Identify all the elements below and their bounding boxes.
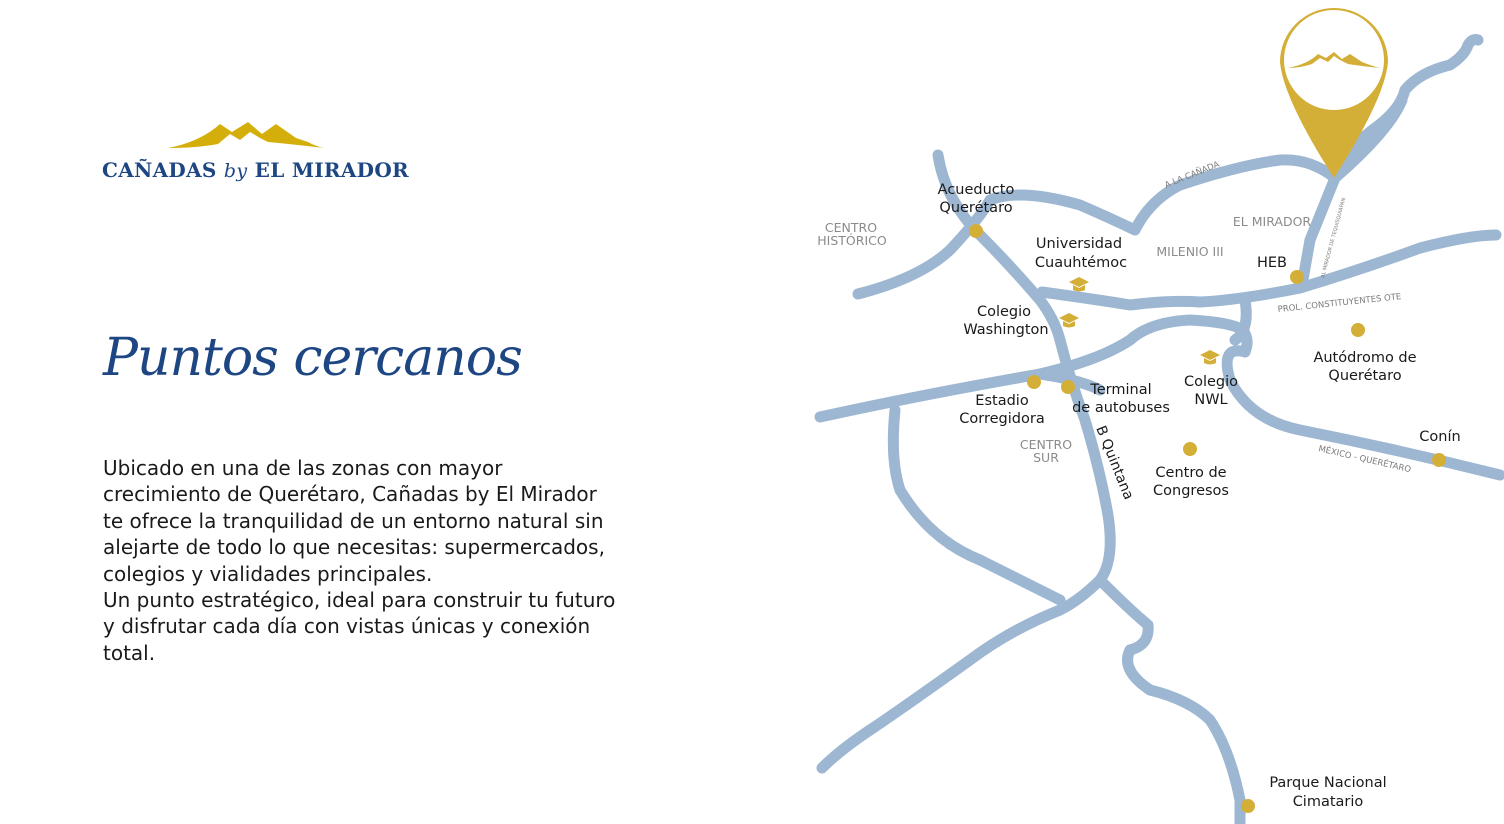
page-title: Puntos cercanos [103,328,522,388]
label-autodromo-1: Autódromo de [1313,350,1417,366]
label-heb: HEB [1256,255,1288,271]
street-al-mirador: AL MIRADOR DE TEQUISQUIAPAN [1320,197,1348,279]
street-mexico-queretaro: MÉXICO - QUERÉTARO [1317,444,1412,476]
street-a-la-canada: A LA CAÑADA [1163,159,1222,191]
label-cimatario-1: Parque Nacional [1269,775,1387,791]
marker-cimatario[interactable] [1241,799,1255,813]
marker-terminal[interactable] [1061,380,1075,394]
marker-conin[interactable] [1432,453,1446,467]
label-estadio-1: Estadio [975,393,1029,409]
zone-centro-sur-2: SUR [1033,450,1059,465]
zone-centro-historico-2: HISTÓRICO [817,233,887,248]
location-map [790,0,1504,824]
graduation-cap-icon[interactable] [1069,277,1089,292]
label-acueducto-2: Querétaro [939,200,1013,216]
location-pin-icon[interactable] [1280,8,1388,178]
label-universidad-2: Cuauhtémoc [1034,255,1128,271]
label-terminal-2: de autobuses [1072,400,1170,416]
label-conin: Conín [1419,429,1461,445]
street-quintana: B Quintana [1092,423,1137,503]
description [103,455,623,666]
label-universidad-1: Universidad [1035,236,1123,252]
label-washington-2: Washington [963,322,1049,338]
marker-heb[interactable] [1290,270,1304,284]
marker-congresos[interactable] [1183,442,1197,456]
label-terminal-1: Terminal [1090,382,1152,398]
label-cimatario-2: Cimatario [1292,794,1364,810]
label-nwl-1: Colegio [1183,374,1239,390]
label-congresos-2: Congresos [1153,483,1229,499]
label-acueducto-1: Acueducto [937,182,1015,198]
zone-el-mirador: EL MIRADOR [1232,214,1312,229]
label-autodromo-2: Querétaro [1328,368,1402,384]
marker-acueducto[interactable] [969,224,983,238]
zone-centro-historico-1: CENTRO [824,220,878,235]
zone-centro-sur-1: CENTRO [1019,437,1073,452]
marker-estadio[interactable] [1027,375,1041,389]
graduation-cap-icon[interactable] [1200,350,1220,365]
street-constituyentes: PROL. CONSTITUYENTES OTE [1277,292,1402,315]
label-congresos-1: Centro de [1155,465,1227,481]
zone-milenio: MILENIO III [1156,244,1224,259]
label-estadio-2: Corregidora [959,411,1045,427]
marker-autodromo[interactable] [1351,323,1365,337]
description-paragraph-1: Ubicado en una de las zonas con mayor crecimiento de Querétaro, Cañadas by El Mirador te ofrece la tranquilidad de un entorno natural sin alejarte de todo lo que necesitas: supermercados, colegios y vialidades principales. [103,456,605,586]
label-washington-1: Colegio [976,304,1032,320]
graduation-cap-icon[interactable] [1059,313,1079,328]
label-nwl-2: NWL [1194,392,1228,408]
brand-name: CAÑADAS by EL MIRADOR [102,158,409,182]
road-network [820,40,1500,824]
description-paragraph-2: Un punto estratégico, ideal para construir tu futuro y disfrutar cada día con vistas únicas y conexión total. [103,588,616,665]
